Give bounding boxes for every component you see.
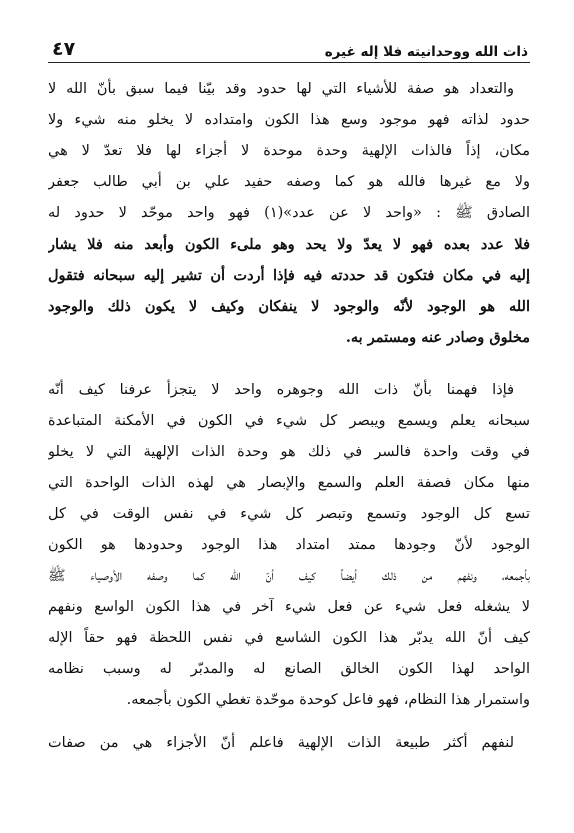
text-line: الواحد لهذا الكون الخالق الصانع له والمدبّر له وسبب نظامه xyxy=(48,661,530,677)
text-line: واستمرار هذا النظام، فهو فاعل كوحدة موحّدة تغطي الكون بأجمعه. xyxy=(126,692,530,708)
text-line: سبحانه يعلم ويسمع ويبصر كل شيء في الكون في الأمكنة المتباعدة xyxy=(48,413,530,429)
page-number: ٤٧ xyxy=(52,38,76,60)
text-line: الصادق ﷺ : «واحد لا عن عدد»(١) فهو واحد موحّد لا حدود له xyxy=(48,205,530,221)
text-line: والتعداد هو صفة للأشياء التي لها حدود وقد بيّنا فيما سبق بأنّ الله لا xyxy=(48,81,514,97)
header-rule xyxy=(48,62,530,63)
paragraph-3 xyxy=(48,728,530,759)
text-line: بأجمعه، ونفهم من ذلك أيضاً كيف أنّ الله كما وصفه الأوصياء ﷺ xyxy=(48,568,530,584)
text-line: تسع كل الوجود وتسمع وتبصر كل شيء في نفس الوقت في كل xyxy=(48,506,530,522)
text-line: إليه في مكان فتكون قد حددته فيه فإذا أردت أن تشير إليه سبحانه فتقول xyxy=(48,267,530,284)
text-line: حدود لذاته فهو موجود وسع هذا الكون وامتداده لا يخلو منه شيء ولا xyxy=(48,112,530,128)
text-line: فلا عدد بعده فهو لا يعدّ ولا يحد وهو ملىء الكون وأبعد منه فلا يشار xyxy=(48,236,530,253)
text-line: مكان، إذاً فالذات الإلهية وحدة موحدة لا أجزاء لها فلا تعدّ لا هي xyxy=(48,143,530,159)
text-line: الله هو الوجود لأنّه والوجود لا ينفكان وكيف لا يكون ذلك والوجود xyxy=(48,298,530,315)
text-line: منها مكان فصفة العلم والسمع والإبصار هي لهذه الذات الواحدة التي xyxy=(48,475,530,491)
text-line: فإذا فهمنا بأنّ ذات الله وجوهره واحد لا يتجزأ عرفنا كيف أنّه xyxy=(48,382,514,398)
text-line: لا يشغله فعل شيء عن فعل شيء آخر في هذا الكون الواسع ونفهم xyxy=(48,599,530,615)
text-line: مخلوق وصادر عنه ومستمر به. xyxy=(345,329,530,346)
text-line: الوجود لأنّ وجودها ممتد امتداد هذا الوجود وحدودها هو الكون xyxy=(48,537,530,553)
text-line: كيف أنّ الله يدبّر هذا الكون الشاسع في نفس اللحظة فهو حقاً الإله xyxy=(48,630,530,646)
paragraph-1 xyxy=(48,74,530,353)
paragraph-2 xyxy=(48,375,530,716)
text-line: ولا مع غيرها فالله هو كما وصفه حفيد علي بن أبي طالب جعفر xyxy=(48,174,530,190)
text-line: لنفهم أكثر طبيعة الذات الإلهية فاعلم أنّ الأجزاء هي من صفات xyxy=(48,735,514,751)
running-title: ذات الله ووحدانيته فلا إله غيره xyxy=(324,44,528,60)
page-header xyxy=(52,34,528,60)
text-line: في وقت واحدة فالسر في ذلك هو وحدة الذات الإلهية التي لا يخلو xyxy=(48,444,530,460)
